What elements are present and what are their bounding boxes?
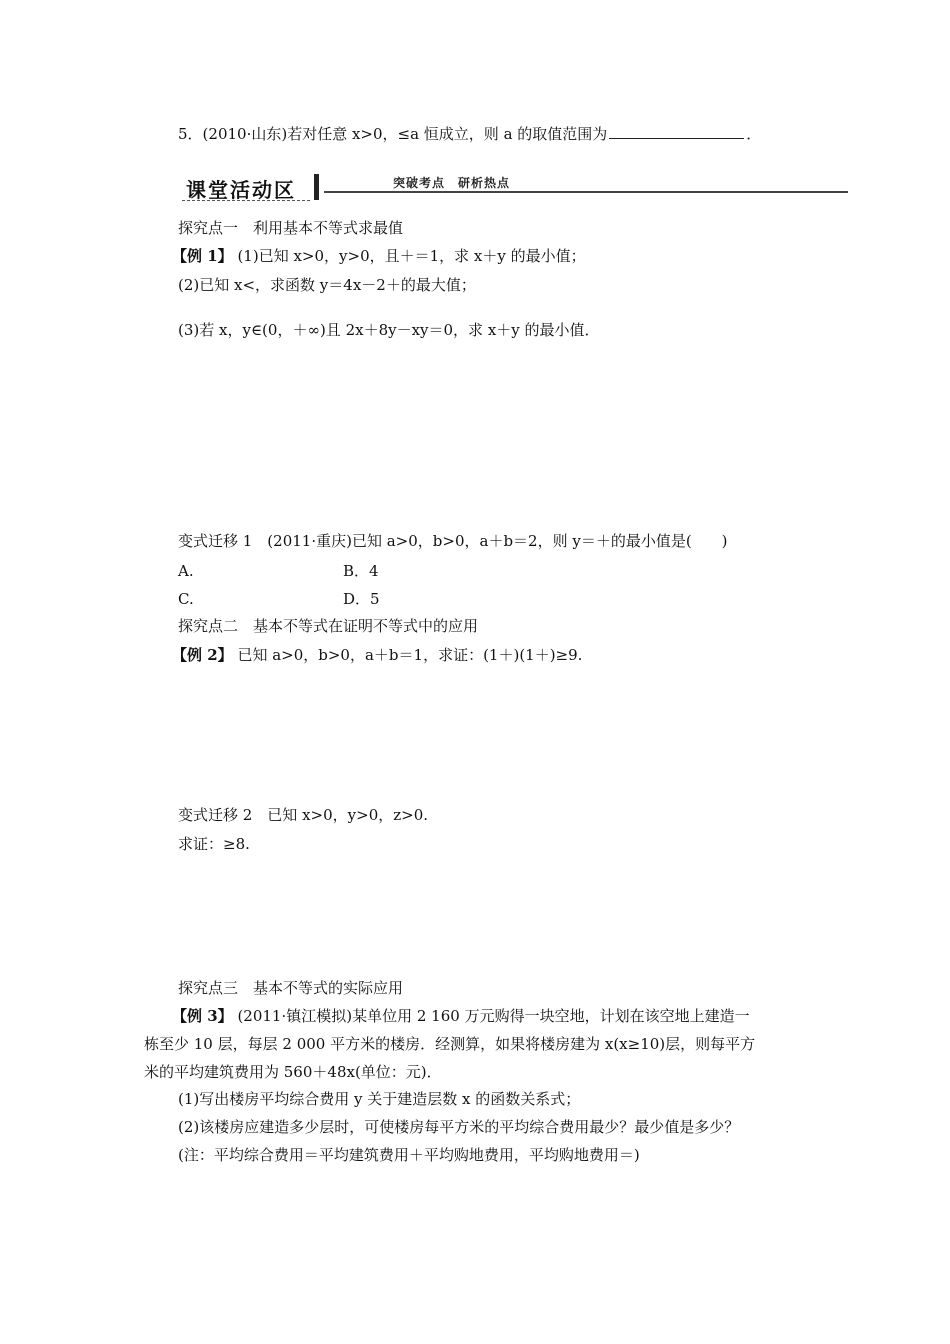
- question-5-end: ．: [746, 125, 762, 143]
- question-5: [178, 124, 761, 144]
- example-1-part-3: (3)若 x，y∈(0，＋∞)且 2x＋8y－xy＝0，求 x＋y 的最小值．: [178, 321, 600, 339]
- section-2-title: 探究点二 基本不等式在证明不等式中的应用: [178, 617, 479, 635]
- example-3-line-3: 米的平均建筑费用为 560＋48x(单位：元)．: [144, 1063, 442, 1081]
- banner-divider-bar: [314, 174, 319, 200]
- section-3-title: 探究点三 基本不等式的实际应用: [178, 979, 404, 997]
- section-banner: [178, 172, 848, 206]
- example-3-line-2: 栋至少 10 层，每层 2 000 平方米的楼房．经测算，如果将楼房建为 x(x≥10)层，则每平方: [144, 1035, 756, 1053]
- example-3-question-2: (2)该楼房应建造多少层时，可使楼房每平方米的平均综合费用最少？最少值是多少？: [178, 1118, 740, 1136]
- question-5-text: 5．(2010·山东)若对任意 x>0，≤a 恒成立，则 a 的取值范围为: [178, 125, 608, 143]
- example-2-tag: 【例 2】: [172, 646, 233, 664]
- variant-1-text: 变式迁移 1 (2011·重庆)已知 a>0，b>0，a＋b＝2，则 y＝＋的最小值是( ): [178, 532, 728, 550]
- example-1-part-1: [172, 246, 586, 266]
- variant-1-option-b: B．4: [343, 562, 379, 580]
- section-1-title: 探究点一 利用基本不等式求最值: [178, 219, 404, 237]
- banner-title: 课堂活动区: [186, 178, 296, 202]
- variant-1-option-c: C.: [178, 590, 194, 608]
- example-3-line-1: [172, 1006, 750, 1026]
- variant-2-line-1: 变式迁移 2 已知 x>0，y>0，z>0.: [178, 806, 429, 824]
- banner-dash-underline: [182, 200, 310, 201]
- example-2-text: 已知 a>0，b>0，a＋b＝1，求证：(1＋)(1＋)≥9.: [232, 646, 583, 664]
- answer-blank[interactable]: [609, 124, 744, 139]
- variant-1-option-a: A.: [178, 562, 194, 580]
- banner-subtitle: 突破考点 研析热点: [393, 176, 511, 190]
- example-3-line-1-text: (2011·镇江模拟)某单位用 2 160 万元购得一块空地，计划在该空地上建造一: [232, 1007, 750, 1025]
- example-3-tag: 【例 3】: [172, 1007, 233, 1025]
- banner-rule: [324, 191, 848, 193]
- example-2: [172, 645, 582, 665]
- example-1-part-2: (2)已知 x<，求函数 y＝4x－2＋的最大值；: [178, 276, 476, 294]
- example-1-tag: 【例 1】: [172, 247, 233, 265]
- variant-2-line-2: 求证：≥8.: [178, 835, 250, 853]
- example-3-question-1: (1)写出楼房平均综合费用 y 关于建造层数 x 的函数关系式；: [178, 1090, 581, 1108]
- example-1-part-1-text: (1)已知 x>0，y>0，且＋＝1，求 x＋y 的最小值；: [232, 247, 586, 265]
- example-3-note: (注：平均综合费用＝平均建筑费用＋平均购地费用，平均购地费用＝): [178, 1146, 640, 1164]
- variant-1-option-d: D．5: [343, 590, 380, 608]
